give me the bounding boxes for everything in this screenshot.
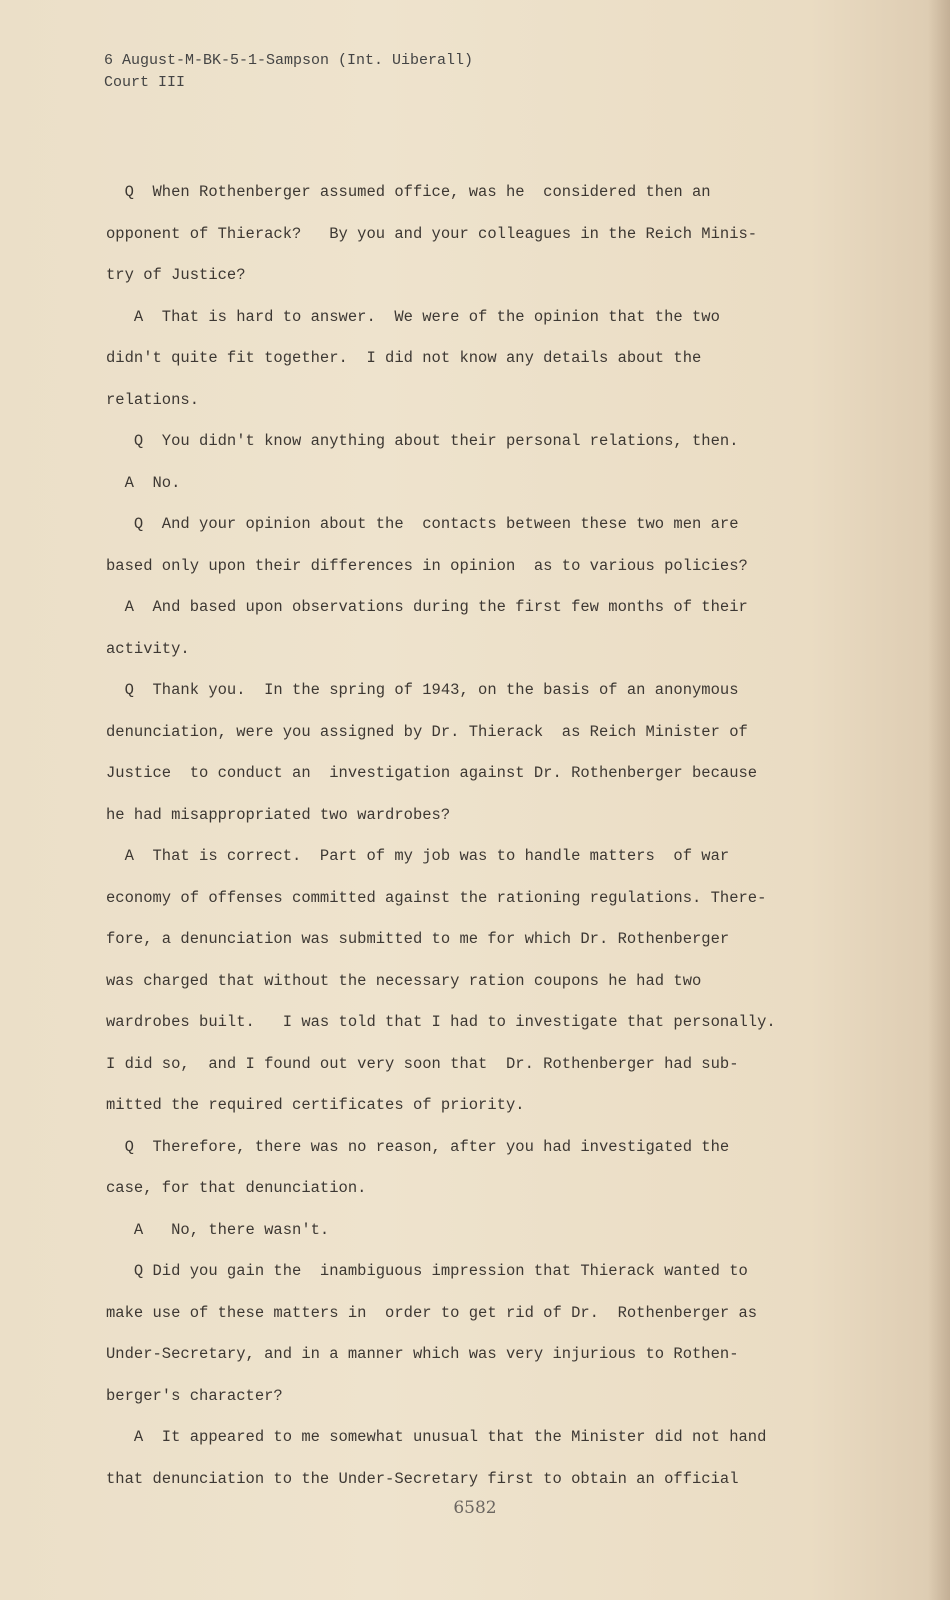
transcript-line: economy of offenses committed against the rationing regulations. There- <box>106 888 767 907</box>
transcript-line: A No. <box>106 473 181 492</box>
transcript-line: relations. <box>106 390 200 409</box>
transcript-line: Under-Secretary, and in a manner which was very injurious to Rothen- <box>106 1345 739 1363</box>
transcript-line: Q Therefore, there was no reason, after you had investigated the <box>106 1137 730 1156</box>
transcript-line: A And based upon observations during the first few months of their <box>106 598 748 616</box>
transcript-line: wardrobes built. I was told that I had to investigate that personally. <box>106 1013 776 1031</box>
page-number: 6582 <box>453 1498 497 1518</box>
transcript-line: try of Justice? <box>106 266 246 284</box>
transcript-line: Q Did you gain the inambiguous impression that Thierack wanted to <box>106 1262 748 1280</box>
transcript-line: opponent of Thierack? By you and your colleagues in the Reich Minis- <box>106 224 758 243</box>
transcript-line: case, for that denunciation. <box>106 1179 367 1197</box>
transcript-body <box>106 172 858 1500</box>
transcript-line: Q Thank you. In the spring of 1943, on the basis of an anonymous <box>106 681 739 699</box>
transcript-line: I did so, and I found out very soon that Dr. Rothenberger had sub- <box>106 1054 739 1073</box>
transcript-line: mitted the required certificates of priority. <box>106 1096 525 1114</box>
transcript-line: A No, there wasn't. <box>106 1220 330 1239</box>
transcript-line: fore, a denunciation was submitted to me for which Dr. Rothenberger <box>106 930 730 948</box>
transcript-line: Q And your opinion about the contacts between these two men are <box>106 515 739 533</box>
header-reference: 6 August-M-BK-5-1-Sampson (Int. Uiberall) <box>104 52 474 69</box>
transcript-line: activity. <box>106 639 190 658</box>
transcript-line: was charged that without the necessary ration coupons he had two <box>106 971 702 990</box>
document-header <box>104 50 473 94</box>
page-edge-shadow <box>928 0 950 1600</box>
transcript-line: he had misappropriated two wardrobes? <box>106 805 451 824</box>
transcript-line: A That is correct. Part of my job was to handle matters of war <box>106 847 730 865</box>
transcript-line: make use of these matters in order to get rid of Dr. Rothenberger as <box>106 1303 758 1322</box>
transcript-line: Q When Rothenberger assumed office, was he considered then an <box>106 183 711 201</box>
transcript-line: berger's character? <box>106 1386 283 1405</box>
transcript-line: based only upon their differences in opinion as to various policies? <box>106 556 748 575</box>
transcript-line: that denunciation to the Under-Secretary first to obtain an official <box>106 1469 739 1488</box>
header-court: Court III <box>104 74 186 91</box>
transcript-line: A That is hard to answer. We were of the opinion that the two <box>106 307 720 326</box>
transcript-line: didn't quite fit together. I did not know any details about the <box>106 349 702 367</box>
transcript-line: A It appeared to me somewhat unusual that the Minister did not hand <box>106 1428 767 1446</box>
transcript-line: denunciation, were you assigned by Dr. Thierack as Reich Minister of <box>106 722 748 741</box>
transcript-line: Justice to conduct an investigation against Dr. Rothenberger because <box>106 764 758 782</box>
transcript-line: Q You didn't know anything about their personal relations, then. <box>106 432 739 450</box>
